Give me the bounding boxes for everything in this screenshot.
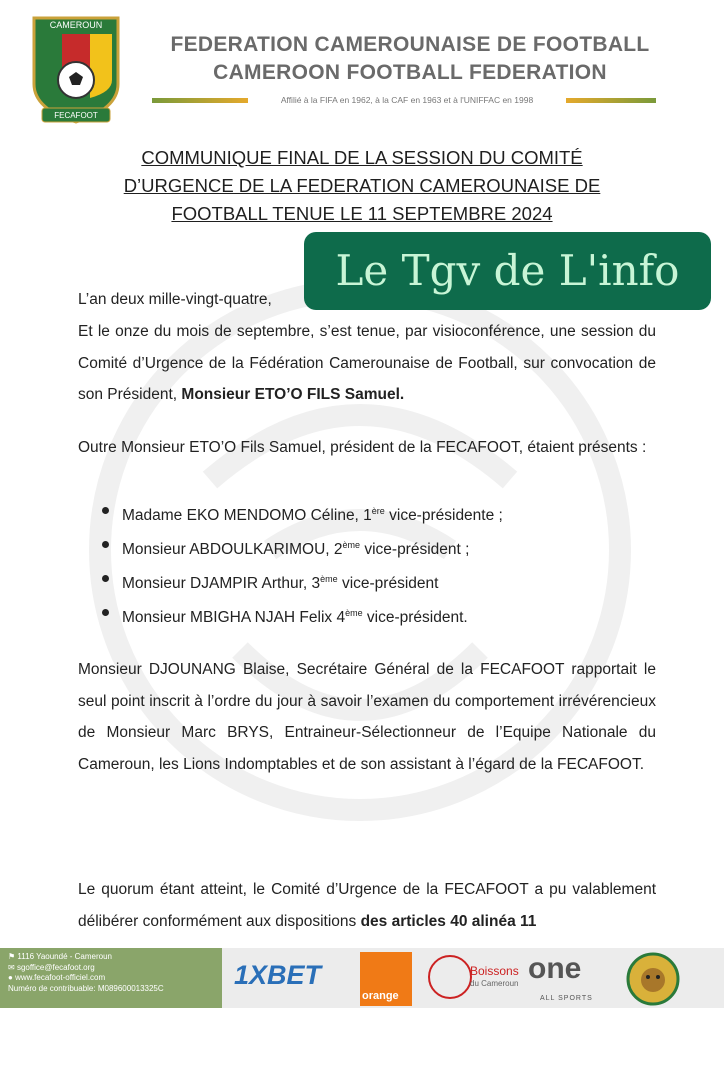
communique-title bbox=[110, 144, 614, 228]
fecafoot-logo bbox=[28, 14, 124, 128]
sponsor-boissons-name: Boissons bbox=[470, 964, 519, 978]
footer-website: ● www.fecafoot-officiel.com bbox=[8, 973, 106, 982]
lion-icon bbox=[626, 952, 680, 1006]
footer-contact-info bbox=[8, 952, 223, 994]
quorum-text: Le quorum étant atteint, le Comité d’Urgence de la FECAFOOT a pu valablement délibérer conformément aux dispositions bbox=[78, 881, 656, 930]
paragraph-date: L’an deux mille-vingt-quatre, bbox=[78, 291, 272, 308]
federation-name-en: CAMEROON FOOTBALL FEDERATION bbox=[213, 61, 607, 84]
sponsor-one-tagline: ALL SPORTS bbox=[540, 995, 593, 1002]
footer-address: ⚑ 1116 Yaoundé - Cameroun bbox=[8, 952, 112, 961]
sponsor-boissons-sub: du Cameroun bbox=[470, 979, 519, 988]
federation-name-fr: FEDERATION CAMEROUNAISE DE FOOTBALL bbox=[170, 33, 650, 56]
list-item: Monsieur ABDOULKARIMOU, 2ème vice-président ; bbox=[100, 528, 660, 562]
paragraph-session bbox=[78, 316, 656, 411]
session-text: Et le onze du mois de septembre, s’est tenue, par visioconférence, une session du Comité d’Urgence de la Fédération Camerounaise de Football, sur convocation de son Président, bbox=[78, 323, 656, 403]
footer-email: ✉ sgoffice@fecafoot.org bbox=[8, 962, 95, 972]
attendees-list bbox=[100, 494, 660, 630]
sponsor-one: one bbox=[528, 952, 582, 985]
articles-reference: des articles 40 alinéa 11 bbox=[360, 912, 537, 930]
list-item: Monsieur MBIGHA NJAH Felix 4ème vice-président. bbox=[100, 596, 660, 630]
list-item: Madame EKO MENDOMO Céline, 1ère vice-présidente ; bbox=[100, 494, 660, 528]
title-line-3: FOOTBALL TENUE LE 11 SEPTEMBRE 2024 bbox=[171, 203, 553, 224]
title-line-1: COMMUNIQUE FINAL DE LA SESSION DU COMITÉ bbox=[141, 147, 583, 168]
svg-text:FECAFOOT: FECAFOOT bbox=[54, 111, 98, 120]
le-tgv-de-linfo-badge: Le Tgv de L'info bbox=[304, 232, 711, 310]
sponsor-orange: orange bbox=[360, 952, 412, 1006]
affiliation-text: Affilié à la FIFA en 1962, à la CAF en 1963 et à l'UNIFFAC en 1998 bbox=[280, 95, 534, 105]
affiliation-line-right bbox=[566, 98, 656, 103]
affiliation-line-left bbox=[152, 98, 248, 103]
title-line-2: D’URGENCE DE LA FEDERATION CAMEROUNAISE DE bbox=[123, 175, 601, 196]
paragraph-agenda bbox=[78, 654, 656, 780]
agenda-text: rapportait le seul point inscrit à l’ordre du jour à savoir l’examen du comportement irrévérencieux de Monsieur Marc BRYS, Entraineur-Sélectionneur de l’Equipe Nationale du Cameroun, les Lions Indomptables et de son assistant à l’égard de la FECAFOOT. bbox=[78, 661, 656, 773]
sponsor-1xbet: 1XBET bbox=[234, 960, 322, 990]
svg-text:CAMEROUN: CAMEROUN bbox=[49, 20, 103, 30]
list-item: Monsieur DJAMPIR Arthur, 3ème vice-président bbox=[100, 562, 660, 596]
paragraph-present: Outre Monsieur ETO’O Fils Samuel, président de la FECAFOOT, étaient présents : bbox=[78, 439, 647, 456]
secretary-general: Monsieur DJOUNANG Blaise, Secrétaire Général de la FECAFOOT bbox=[78, 661, 565, 678]
footer-taxpayer: Numéro de contribuable: M089600013325C bbox=[8, 983, 164, 993]
sponsor-boissons-logo bbox=[428, 955, 472, 999]
president-name: Monsieur ETO’O FILS Samuel. bbox=[181, 386, 405, 403]
paragraph-quorum bbox=[78, 874, 656, 937]
